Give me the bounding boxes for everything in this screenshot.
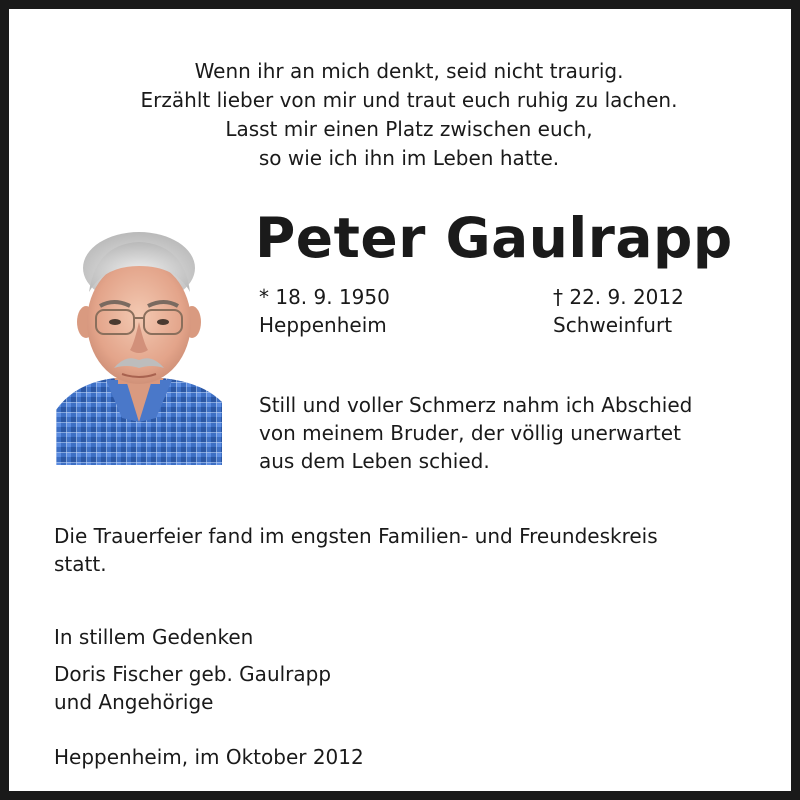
- poem-line: Erzählt lieber von mir und traut euch ruhig zu lachen.: [140, 88, 678, 112]
- farewell-line: von meinem Bruder, der völlig unerwartet: [259, 421, 681, 445]
- funeral-line: statt.: [54, 552, 107, 576]
- death-place: Schweinfurt: [553, 313, 673, 337]
- birth-info: [259, 283, 390, 339]
- birth-place: Heppenheim: [259, 313, 387, 337]
- farewell-message: [259, 391, 692, 475]
- place-date: [54, 743, 364, 771]
- farewell-line: Still und voller Schmerz nahm ich Abschied: [259, 393, 693, 417]
- signer-line: Doris Fischer geb. Gaulrapp: [54, 662, 332, 686]
- portrait-illustration: [56, 222, 222, 465]
- funeral-line: Die Trauerfeier fand im engsten Familien- und Freundeskreis: [54, 524, 658, 548]
- signers: [54, 660, 331, 716]
- deceased-name: Peter Gaulrapp: [255, 206, 733, 270]
- poem-line: so wie ich ihn im Leben hatte.: [258, 146, 560, 170]
- poem-line: Wenn ihr an mich denkt, seid nicht traurig.: [194, 59, 624, 83]
- signer-line: und Angehörige: [54, 690, 214, 714]
- farewell-line: aus dem Leben schied.: [259, 449, 490, 473]
- birth-date: * 18. 9. 1950: [259, 285, 390, 309]
- portrait-photo: [56, 222, 222, 465]
- memorial-poem: [39, 57, 779, 173]
- memory-text: In stillem Gedenken: [54, 625, 254, 649]
- death-info: [553, 283, 684, 339]
- death-date: † 22. 9. 2012: [553, 285, 684, 309]
- poem-line: Lasst mir einen Platz zwischen euch,: [225, 117, 593, 141]
- funeral-notice: [54, 522, 658, 578]
- place-date-text: Heppenheim, im Oktober 2012: [54, 745, 364, 769]
- memory-heading: [54, 623, 253, 651]
